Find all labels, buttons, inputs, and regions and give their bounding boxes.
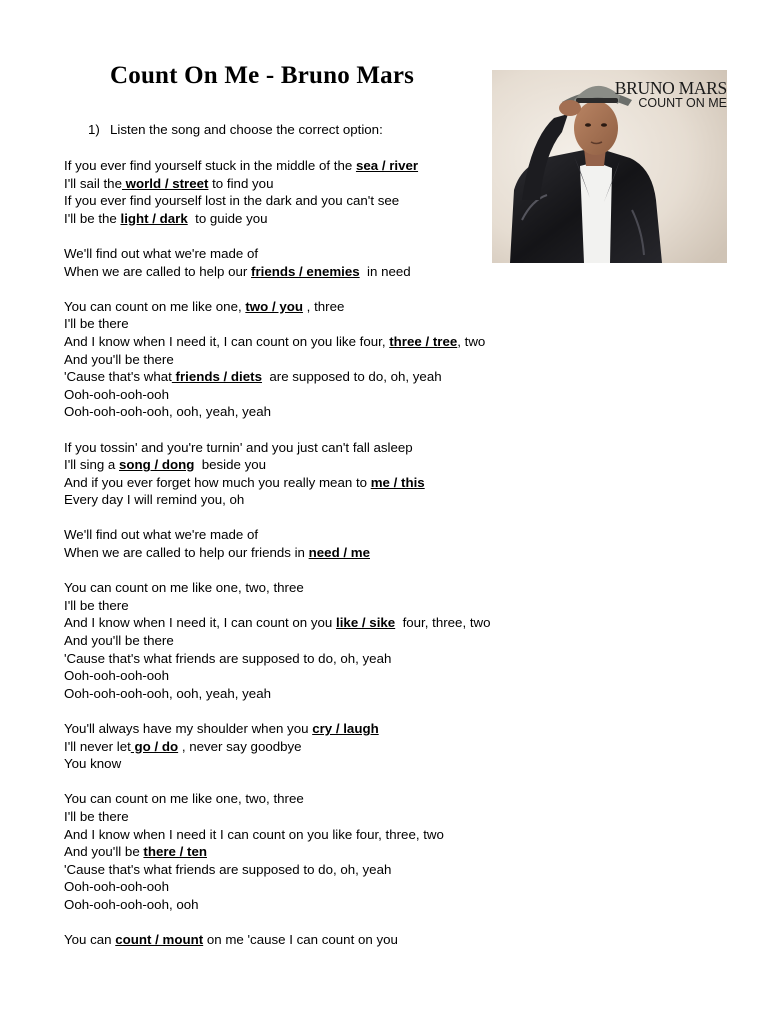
lyric-text: I'll be there: [64, 808, 129, 824]
lyric-line: [64, 175, 494, 193]
stanza-gap: [64, 562, 494, 580]
answer-option[interactable]: friends / diets: [171, 369, 262, 385]
lyric-text: I'll be there: [64, 597, 129, 613]
lyric-text: If you tossin' and you're turnin' and you just can't fall asleep: [64, 439, 413, 455]
lyric-line: [64, 263, 494, 281]
lyric-text: in need: [359, 263, 411, 279]
answer-option[interactable]: me / this: [370, 474, 425, 490]
answer-option[interactable]: count / mount: [115, 932, 204, 948]
lyric-line: [64, 368, 494, 386]
lyric-text: I'll be the: [64, 210, 121, 226]
lyric-line: [64, 720, 494, 738]
stanza-gap: [64, 914, 494, 932]
lyric-text: And you'll be there: [64, 351, 174, 367]
exercise-instruction: [88, 122, 383, 137]
lyric-line: [64, 738, 494, 756]
lyric-line: [64, 650, 494, 668]
lyric-line: [64, 843, 494, 861]
answer-option[interactable]: need / me: [308, 545, 370, 561]
lyric-line: [64, 632, 494, 650]
stanza-gap: [64, 702, 494, 720]
answer-option[interactable]: light / dark: [120, 210, 188, 226]
lyric-line: [64, 439, 494, 457]
answer-option[interactable]: song / dong: [119, 457, 195, 473]
lyric-line: [64, 826, 494, 844]
lyric-line: [64, 685, 494, 703]
lyric-text: And you'll be: [64, 844, 144, 860]
lyric-line: [64, 474, 494, 492]
lyric-line: [64, 667, 494, 685]
lyric-text: You can count on me like one,: [64, 298, 246, 314]
lyric-line: [64, 298, 494, 316]
stanza-gap: [64, 280, 494, 298]
lyric-line: [64, 245, 494, 263]
answer-option[interactable]: go / do: [130, 738, 179, 754]
lyric-line: [64, 861, 494, 879]
lyric-line: [64, 157, 494, 175]
lyric-text: And I know when I need it, I can count on you like four,: [64, 333, 390, 349]
lyric-line: [64, 351, 494, 369]
lyric-text: Ooh-ooh-ooh-ooh, ooh, yeah, yeah: [64, 685, 271, 701]
instruction-text: Listen the song and choose the correct option:: [110, 122, 383, 137]
lyric-line: [64, 597, 494, 615]
lyric-text: Ooh-ooh-ooh-ooh: [64, 879, 169, 895]
lyric-text: , two: [457, 333, 486, 349]
lyric-text: four, three, two: [395, 615, 491, 631]
album-artist-name: BRUNO MARS: [614, 78, 727, 98]
lyric-line: [64, 491, 494, 509]
lyric-line: [64, 579, 494, 597]
lyric-line: [64, 403, 494, 421]
lyric-text: Ooh-ooh-ooh-ooh: [64, 668, 169, 684]
answer-option[interactable]: cry / laugh: [312, 721, 379, 736]
lyric-line: [64, 755, 494, 773]
lyric-text: I'll be there: [64, 316, 129, 332]
lyric-line: [64, 878, 494, 896]
album-cover-image: [492, 70, 727, 263]
lyric-text: beside you: [194, 457, 267, 473]
lyric-line: [64, 315, 494, 333]
page-title: Count On Me - Bruno Mars: [110, 62, 415, 89]
stanza-gap: [64, 421, 494, 439]
lyric-line: [64, 614, 494, 632]
lyric-text: And if you ever forget how much you really mean to: [64, 474, 371, 490]
lyric-line: [64, 386, 494, 404]
lyric-text: Ooh-ooh-ooh-ooh: [64, 386, 169, 402]
lyric-line: [64, 790, 494, 808]
lyric-text: When we are called to help our: [64, 263, 252, 279]
lyric-text: We'll find out what we're made of: [64, 245, 259, 261]
lyric-line: [64, 896, 494, 914]
lyric-text: I'll sail the: [64, 175, 122, 191]
lyric-text: And I know when I need it, I can count on you: [64, 615, 337, 631]
lyric-text: You know: [64, 756, 122, 772]
lyric-text: I'll never let: [64, 738, 131, 754]
lyric-text: And you'll be there: [64, 633, 174, 649]
answer-option[interactable]: there / ten: [143, 844, 207, 860]
lyric-text: If you ever find yourself stuck in the middle of the: [64, 158, 356, 173]
lyric-text: When we are called to help our friends in: [64, 545, 309, 561]
lyric-text: Ooh-ooh-ooh-ooh, ooh: [64, 896, 199, 912]
lyric-text: , three: [302, 298, 345, 314]
lyric-text: 'Cause that's what: [64, 369, 172, 385]
lyric-line: [64, 333, 494, 351]
lyric-text: 'Cause that's what friends are supposed to do, oh, yeah: [64, 861, 392, 877]
stanza-gap: [64, 227, 494, 245]
answer-option[interactable]: like / sike: [336, 615, 396, 631]
lyric-line: [64, 210, 494, 228]
lyric-text: We'll find out what we're made of: [64, 527, 259, 543]
lyric-text: And I know when I need it I can count on you like four, three, two: [64, 826, 444, 842]
lyric-text: If you ever find yourself lost in the dark and you can't see: [64, 193, 400, 209]
lyric-line: [64, 544, 494, 562]
answer-option[interactable]: two / you: [245, 298, 303, 314]
lyric-text: Every day I will remind you, oh: [64, 492, 245, 508]
lyric-line: [64, 808, 494, 826]
lyric-text: You'll always have my shoulder when you: [64, 721, 313, 736]
lyric-text: I'll sing a: [64, 457, 120, 473]
lyric-text: Ooh-ooh-ooh-ooh, ooh, yeah, yeah: [64, 404, 271, 420]
lyric-text: 'Cause that's what friends are supposed to do, oh, yeah: [64, 650, 392, 666]
lyric-text: You can count on me like one, two, three: [64, 791, 304, 807]
album-song-title: COUNT ON ME: [638, 96, 727, 110]
answer-option[interactable]: world / street: [121, 175, 209, 191]
lyric-text: on me 'cause I can count on you: [203, 932, 398, 948]
lyric-line: [64, 526, 494, 544]
lyric-line: [64, 456, 494, 474]
lyric-text: are supposed to do, oh, yeah: [261, 369, 442, 385]
stanza-gap: [64, 509, 494, 527]
lyric-text: You can: [64, 932, 116, 948]
lyric-text: to guide you: [187, 210, 268, 226]
lyric-text: You can count on me like one, two, three: [64, 580, 304, 596]
answer-option[interactable]: sea / river: [355, 158, 419, 173]
answer-option[interactable]: three / tree: [389, 333, 458, 349]
stanza-gap: [64, 773, 494, 791]
lyrics-block: [64, 157, 494, 949]
lyric-text: to find you: [208, 175, 274, 191]
answer-option[interactable]: friends / enemies: [251, 263, 360, 279]
lyric-line: [64, 192, 494, 210]
lyric-text: , never say goodbye: [178, 738, 302, 754]
lyric-line: [64, 931, 494, 949]
instruction-number: 1): [88, 122, 100, 137]
